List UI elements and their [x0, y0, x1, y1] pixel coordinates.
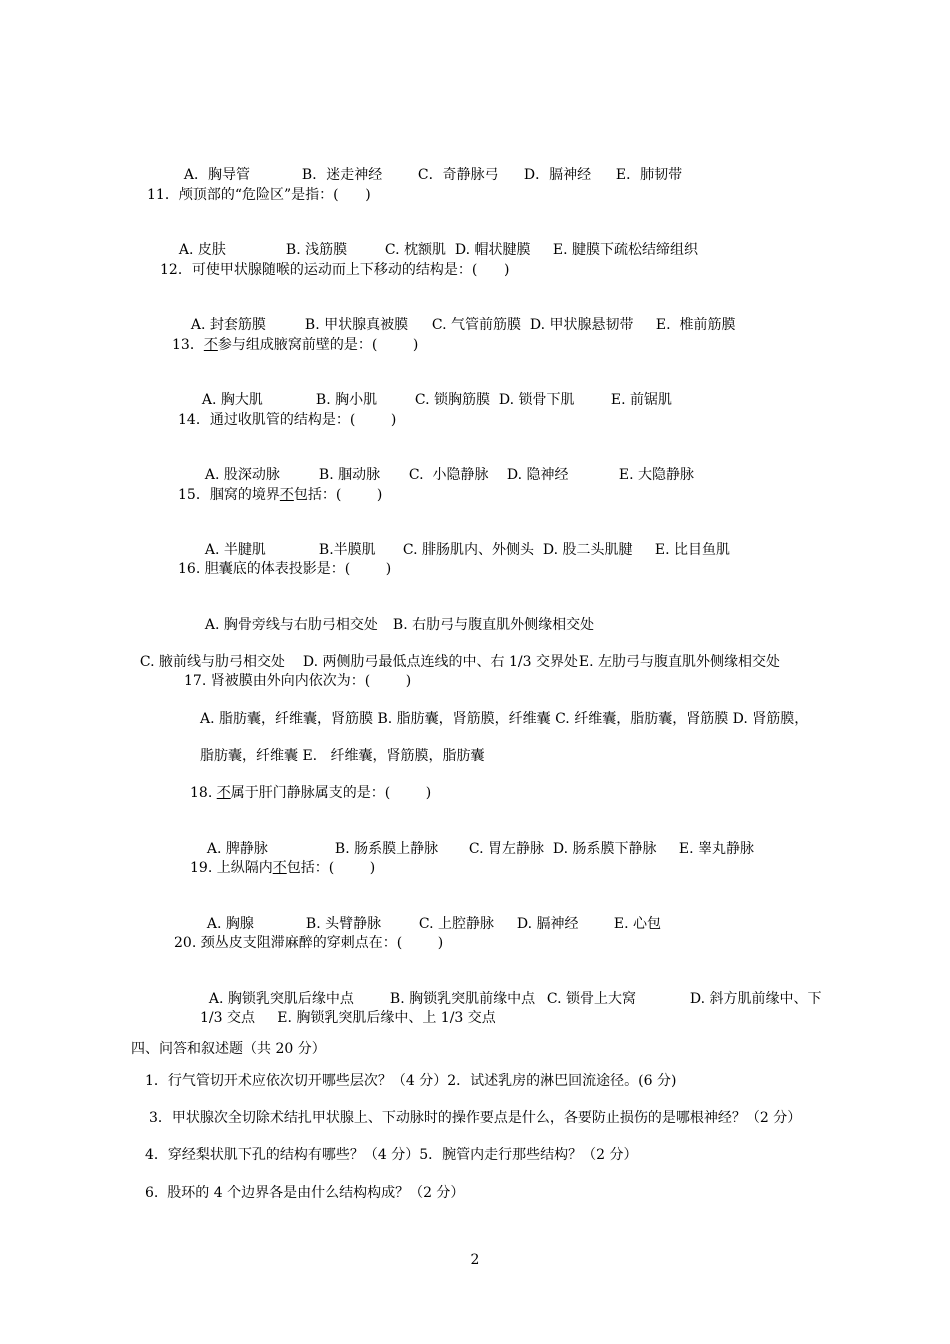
q10-option-a: A．胸导管: [183, 167, 251, 183]
q13-negation: 不: [203, 337, 218, 353]
q16-option-c: C. 腋前线与肋弓相交处: [139, 654, 286, 670]
q18-option-e: E. 睾丸静脉: [678, 841, 755, 857]
q10-option-c: C．奇静脉弓: [417, 167, 499, 183]
q14-option-d: D. 隐神经: [506, 467, 569, 483]
q13-option-a: A. 胸大肌: [201, 392, 263, 408]
q15-option-b: B.半膜肌: [318, 542, 376, 558]
q18-number: 18.: [190, 785, 217, 801]
q15-option-c: C. 腓肠肌内、外侧头: [402, 542, 535, 558]
q16-option-b: B. 右肋弓与腹直肌外侧缘相交处: [392, 617, 595, 633]
q13-stem: [172, 336, 418, 354]
q19-stem-pre: 19. 上纵隔内: [190, 860, 273, 876]
q12-option-c: C. 气管前筋膜: [431, 317, 522, 333]
q19-option-b: B. 头臂静脉: [305, 916, 382, 932]
page-number: 2: [470, 1252, 480, 1268]
q15-option-e: E. 比目鱼肌: [654, 542, 731, 558]
q19-option-c: C. 上腔静脉: [418, 916, 495, 932]
q11-option-b: B. 浅筋膜: [285, 242, 348, 258]
q19-option-e: E. 心包: [613, 916, 662, 932]
q16-option-d: D. 两侧肋弓最低点连线的中、右 1/3 交界处: [302, 654, 578, 670]
q13-number: 13．: [172, 337, 204, 353]
q18-stem-rest: 属于肝门静脉属支的是：( ): [230, 785, 432, 801]
q16-option-e: E. 左肋弓与腹直肌外侧缘相交处: [578, 654, 781, 670]
q17-options-line1: A. 脂肪囊，纤维囊，肾筋膜 B. 脂肪囊，肾筋膜，纤维囊 C. 纤维囊，脂肪囊，肾筋膜 D. 肾筋膜，: [200, 711, 809, 727]
section4-title: 四、问答和叙述题（共 20 分）: [131, 1041, 326, 1057]
q11-option-c: C. 枕额肌: [384, 242, 447, 258]
q20-option-d: D. 斜方肌前缘中、下: [689, 991, 822, 1007]
q15-negation: 不: [279, 487, 294, 503]
q18-options: [198, 822, 754, 858]
q19-option-a: A. 胸腺: [206, 916, 254, 932]
q14-stem: 14．通过收肌管的结构是：( ): [178, 412, 397, 428]
q14-option-b: B. 腘动脉: [318, 467, 381, 483]
q18-negation: 不: [216, 785, 231, 801]
section4-item-2: 3．甲状腺次全切除术结扎甲状腺上、下动脉时的操作要点是什么，各要防止损伤的是哪根神经？（2 分）: [149, 1110, 802, 1126]
q13-options: [193, 373, 672, 409]
q13-stem-rest: 参与组成腋窝前壁的是：( ): [217, 337, 419, 353]
q14-option-a: A. 股深动脉: [204, 467, 280, 483]
q19-options: [198, 897, 661, 933]
q11-option-a: A. 皮肤: [178, 242, 226, 258]
q11-option-e: E. 腱膜下疏松结缔组织: [552, 242, 699, 258]
q18-stem: [190, 784, 431, 802]
q13-option-c: C. 锁胸筋膜: [414, 392, 491, 408]
q10-option-e: E．肺韧带: [615, 167, 683, 183]
q20-options-line2: 1/3 交点 E. 胸锁乳突肌后缘中、上 1/3 交点: [200, 1010, 496, 1026]
q10-option-d: D．膈神经: [523, 167, 592, 183]
q15-stem-rest: 包括：( ): [293, 487, 383, 503]
q12-option-e: E. 椎前筋膜: [655, 317, 736, 333]
q16-options-line1: [196, 598, 594, 634]
q16-options-line2: [131, 635, 780, 671]
q12-option-a: A. 封套筋膜: [190, 317, 266, 333]
q19-stem-rest: 包括：( ): [286, 860, 376, 876]
section4-item-3: 4．穿经梨状肌下孔的结构有哪些？（4 分）5．腕管内走行那些结构？（2 分）: [145, 1147, 638, 1163]
q13-option-b: B. 胸小肌: [315, 392, 378, 408]
q14-option-e: E. 大隐静脉: [618, 467, 695, 483]
q15-option-d: D. 股二头肌腱: [542, 542, 633, 558]
q12-options: [182, 298, 735, 334]
q14-option-c: C. 小隐静脉: [408, 467, 489, 483]
q12-option-d: D. 甲状腺悬韧带: [529, 317, 634, 333]
q20-stem: 20. 颈丛皮支阻滞麻醉的穿刺点在：( ): [174, 935, 444, 951]
q15-stem-pre: 15．腘窝的境界: [178, 487, 280, 503]
q18-option-d: D. 肠系膜下静脉: [552, 841, 657, 857]
q11-options: [170, 223, 698, 259]
q18-option-c: C. 胃左静脉: [468, 841, 545, 857]
q16-option-a: A. 胸骨旁线与右肋弓相交处: [204, 617, 378, 633]
q15-stem: [178, 486, 382, 504]
q11-option-d: D. 帽状腱膜: [454, 242, 531, 258]
q17-options-line2: 脂肪囊，纤维囊 E. 纤维囊，肾筋膜，脂肪囊: [200, 748, 485, 764]
q19-option-d: D. 膈神经: [516, 916, 579, 932]
q13-option-d: D. 锁骨下肌: [498, 392, 575, 408]
q13-option-e: E. 前锯肌: [610, 392, 673, 408]
q20-option-a: A. 胸锁乳突肌后缘中点: [208, 991, 354, 1007]
q15-options: [196, 523, 730, 559]
section4-item-4: 6. 股环的 4 个边界各是由什么结构构成？（2 分）: [145, 1185, 465, 1201]
q12-stem: 12．可使甲状腺随喉的运动而上下移动的结构是：( ): [160, 262, 510, 278]
q11-stem: 11．颅顶部的“危险区”是指：( ): [147, 187, 371, 203]
q10-option-b: B．迷走神经: [301, 167, 383, 183]
q20-options-line1: [200, 972, 822, 1008]
section4-item-1: 1．行气管切开术应依次切开哪些层次？（4 分）2．试述乳房的淋巴回流途径。(6 分): [145, 1073, 677, 1089]
q18-option-a: A. 脾静脉: [206, 841, 268, 857]
q19-negation: 不: [272, 860, 287, 876]
q19-stem: [190, 859, 375, 877]
q15-option-a: A. 半腱肌: [204, 542, 266, 558]
q17-stem: 17. 肾被膜由外向内依次为：( ): [184, 673, 412, 689]
q12-option-b: B. 甲状腺真被膜: [304, 317, 409, 333]
q18-option-b: B. 肠系膜上静脉: [334, 841, 439, 857]
q20-option-b: B. 胸锁乳突肌前缘中点: [389, 991, 536, 1007]
q14-options: [196, 448, 694, 484]
q20-option-c: C. 锁骨上大窝: [546, 991, 637, 1007]
q16-stem: 16. 胆囊底的体表投影是：( ): [178, 561, 392, 577]
q10-options: [175, 148, 682, 184]
